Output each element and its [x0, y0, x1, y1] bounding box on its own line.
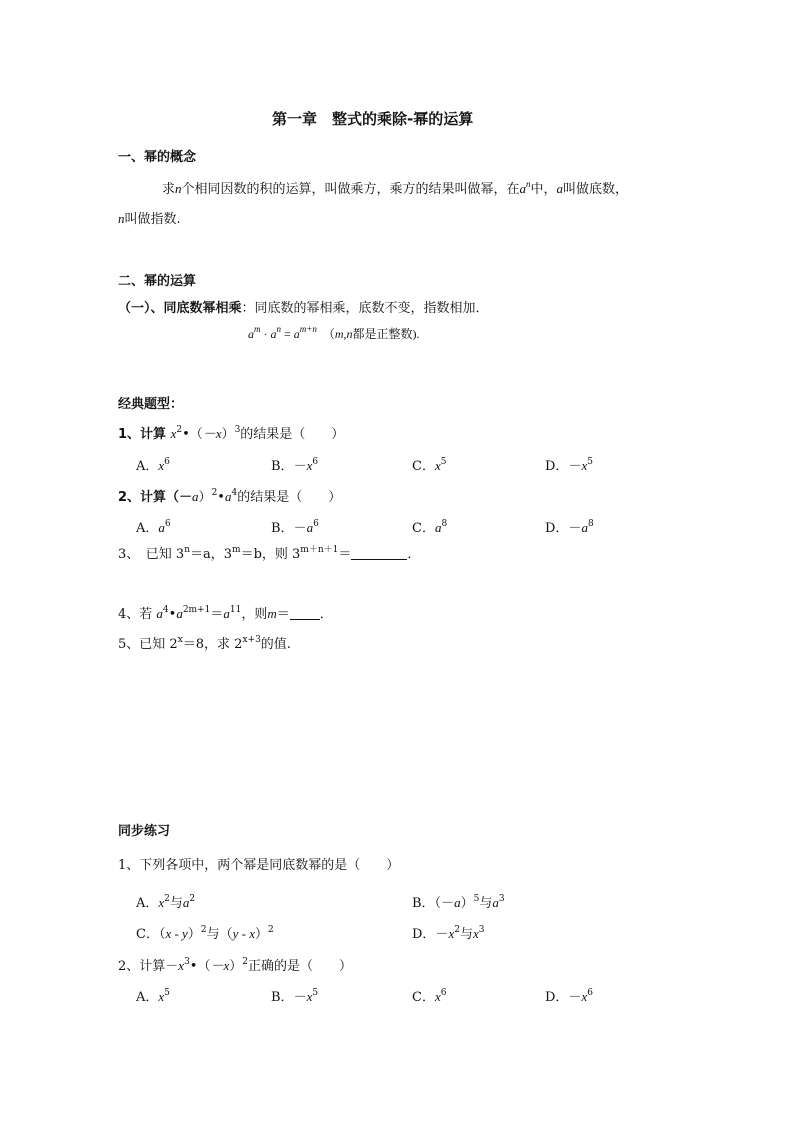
exp: 3: [234, 425, 241, 435]
sign: －: [568, 521, 582, 536]
var-a: a: [270, 327, 277, 341]
text: ．: [407, 547, 421, 562]
text: 的值.: [260, 637, 291, 652]
classic-question-3: [118, 543, 420, 562]
option-label: D．－: [412, 927, 449, 942]
exp: 5: [312, 988, 319, 998]
var: a: [581, 520, 588, 535]
practice-q2-option-c[interactable]: [412, 986, 446, 1005]
var: a: [434, 520, 442, 535]
practice-q2-option-d[interactable]: [545, 986, 593, 1005]
option-label: D．: [545, 990, 569, 1005]
q-number: 1、计算: [118, 427, 171, 442]
exp: 6: [313, 519, 319, 529]
var: x: [306, 458, 313, 473]
exp-n: n: [526, 179, 531, 189]
option-label: C．: [412, 521, 435, 536]
exp: 5: [440, 457, 447, 467]
exp: 3: [184, 957, 190, 967]
exp: 2: [267, 925, 274, 935]
practice-q1-option-a[interactable]: [136, 892, 195, 911]
option-label: C．（: [136, 927, 166, 942]
rule-text: ：同底数的幂相乘，底数不变，指数相加．: [241, 301, 489, 316]
text: ＝b，则 3: [240, 547, 301, 562]
text: 正确的是（ ）: [248, 959, 353, 974]
text: 个相同因数的积的运算，叫做乘方，乘方的结果叫做幂，在: [181, 182, 520, 197]
text: ＝: [210, 607, 224, 622]
exp: m+n: [299, 324, 317, 334]
var-n: n: [346, 327, 353, 341]
exp: 3: [478, 925, 485, 935]
text: －x: [210, 958, 230, 973]
var: a: [182, 895, 190, 910]
text: 2、计算－: [118, 959, 179, 974]
exp: 11: [229, 605, 242, 615]
expr: y - x: [232, 926, 255, 941]
option-label: A．: [136, 521, 159, 536]
exp: n: [276, 324, 281, 334]
rule-label: （一）、同底数幂相乘: [118, 301, 242, 316]
dot: •: [168, 607, 177, 622]
var-x: x: [170, 426, 177, 441]
dot: ·: [260, 327, 271, 341]
formula-product-rule: [248, 325, 420, 342]
option-label: C．: [412, 459, 435, 474]
text: ＝8，求 2: [182, 637, 243, 652]
var-m: m: [267, 606, 277, 621]
var: x: [158, 989, 165, 1004]
practice-q2-option-a[interactable]: [136, 986, 170, 1005]
practice-question-2: [118, 955, 352, 974]
text: 的结果是（ ）: [237, 490, 342, 505]
section-heading-operations: 二、幂的运算: [118, 274, 197, 289]
var-a: a: [248, 327, 254, 341]
var-a: a: [223, 606, 230, 621]
text: 叫做底数，: [563, 182, 629, 197]
var: x: [306, 989, 313, 1004]
option-label: C．: [412, 990, 435, 1005]
expr: x - y: [165, 926, 188, 941]
q-number: 2、计算（－: [118, 490, 193, 505]
text: 与（: [206, 927, 233, 942]
option-label: A．: [136, 459, 159, 474]
classic-question-1: [118, 423, 344, 442]
var-a: a: [156, 606, 163, 621]
classic-q1-option-c[interactable]: [412, 455, 446, 474]
concept-paragraph-line1: [162, 178, 628, 197]
var-x: x: [178, 958, 185, 973]
var-n: n: [118, 211, 125, 226]
exp: 6: [164, 519, 171, 529]
sign: －: [293, 990, 307, 1005]
exp: 2: [454, 925, 460, 935]
exp: 8: [441, 519, 448, 529]
var: a: [492, 895, 499, 910]
text: ）: [460, 896, 474, 911]
text: －x: [202, 426, 222, 441]
var-a: a: [519, 181, 527, 196]
var: x: [581, 458, 588, 473]
exp: 8: [587, 519, 594, 529]
var: x: [158, 895, 165, 910]
page-title: 第一章 整式的乘除-幂的运算: [272, 110, 474, 128]
var-a: a: [176, 606, 183, 621]
text: 都是正整数).: [352, 327, 420, 341]
classic-q2-option-a[interactable]: [136, 517, 171, 536]
exp: 2: [211, 488, 218, 498]
var-a: a: [192, 489, 199, 504]
exp: 4: [162, 605, 169, 615]
classic-q2-option-b[interactable]: [271, 517, 319, 536]
var-n: n: [175, 181, 182, 196]
classic-q2-option-d[interactable]: [545, 517, 594, 536]
text: ,: [343, 327, 347, 341]
classic-question-4: [118, 603, 333, 622]
text: ）: [187, 927, 201, 942]
var: x: [434, 458, 441, 473]
text: 与: [479, 896, 493, 911]
exp: 6: [440, 988, 447, 998]
exp: 2: [164, 894, 170, 904]
var: x: [472, 926, 479, 941]
rule-same-base: [118, 297, 489, 316]
option-label: B．: [271, 521, 294, 536]
exp: 5: [473, 894, 480, 904]
text: 与: [459, 927, 473, 942]
text: ．: [319, 607, 333, 622]
exp: 2: [189, 894, 196, 904]
var: x: [158, 458, 165, 473]
var: x: [448, 926, 455, 941]
text: ＝: [338, 547, 352, 562]
exp: 2: [200, 925, 207, 935]
var: a: [158, 520, 165, 535]
sign: －: [293, 521, 307, 536]
exp: 5: [164, 988, 170, 998]
option-label: B．: [271, 990, 294, 1005]
classic-q1-option-b[interactable]: [271, 455, 318, 474]
classic-q1-option-a[interactable]: [136, 455, 170, 474]
exp: m: [232, 545, 241, 555]
option-label: A．: [136, 896, 159, 911]
text: ）: [254, 927, 268, 942]
var-m: m: [334, 327, 344, 341]
text: 4、若: [118, 607, 157, 622]
exp: m: [254, 324, 261, 334]
text: 中，: [530, 182, 557, 197]
classic-q1-option-d[interactable]: [545, 455, 593, 474]
var: x: [581, 989, 588, 1004]
classic-q2-option-c[interactable]: [412, 517, 447, 536]
text: ）: [221, 427, 235, 442]
practice-heading: 同步练习: [118, 824, 171, 839]
sign: －: [568, 990, 582, 1005]
exp: n: [184, 545, 190, 555]
text: •（: [189, 959, 211, 974]
answer-blank[interactable]: [290, 607, 320, 620]
section-heading-concept: 一、幂的概念: [118, 150, 197, 165]
text: 叫做指数.: [124, 212, 181, 227]
text: 的结果是（ ）: [240, 427, 345, 442]
text: ，则: [241, 607, 268, 622]
exp: 2: [176, 425, 183, 435]
text: •（: [182, 427, 203, 442]
practice-q1-option-c[interactable]: [136, 923, 274, 942]
text: 求: [162, 182, 176, 197]
var: x: [434, 989, 441, 1004]
option-label: A．: [136, 990, 159, 1005]
practice-q1-option-d[interactable]: [412, 923, 484, 942]
practice-q2-option-b[interactable]: [271, 986, 318, 1005]
dot: •: [217, 490, 225, 505]
option-label: B．: [271, 459, 294, 474]
concept-paragraph-line2: [118, 208, 181, 227]
exp: 2m+1: [182, 605, 211, 615]
var-a: a: [224, 489, 232, 504]
text: ＝a，3: [189, 547, 233, 562]
exp: 4: [231, 488, 238, 498]
classic-question-5: [118, 633, 291, 652]
equals: =: [281, 327, 294, 341]
sign: －: [568, 459, 582, 474]
option-label: D．: [545, 459, 569, 474]
answer-blank[interactable]: [351, 547, 407, 560]
text: 5、已知 2: [118, 637, 178, 652]
practice-question-1: 1、下列各项中，两个幂是同底数幂的是（ ）: [118, 858, 400, 873]
text: ）: [229, 959, 243, 974]
text: ）: [198, 490, 212, 505]
option-label: D．: [545, 521, 569, 536]
exp: m＋n＋1: [300, 545, 339, 555]
exp: x: [177, 635, 183, 645]
exp: 6: [587, 988, 593, 998]
var-a: a: [556, 181, 564, 196]
classic-heading: 经典题型：: [118, 397, 184, 412]
exp: x+3: [242, 635, 261, 645]
exp: 3: [498, 894, 505, 904]
exp: 6: [164, 457, 170, 467]
text: 与: [169, 896, 183, 911]
var: a: [306, 520, 314, 535]
exp: 6: [312, 457, 319, 467]
var-a: a: [293, 327, 300, 341]
exp: 2: [242, 957, 248, 967]
option-label: B．（－: [412, 896, 455, 911]
classic-question-2: [118, 486, 341, 505]
text: （: [322, 327, 335, 341]
exp: 5: [587, 457, 593, 467]
text: 3、 已知 3: [118, 547, 185, 562]
text: ＝: [276, 607, 290, 622]
sign: －: [293, 459, 307, 474]
practice-q1-option-b[interactable]: [412, 892, 505, 911]
var: a: [454, 895, 461, 910]
